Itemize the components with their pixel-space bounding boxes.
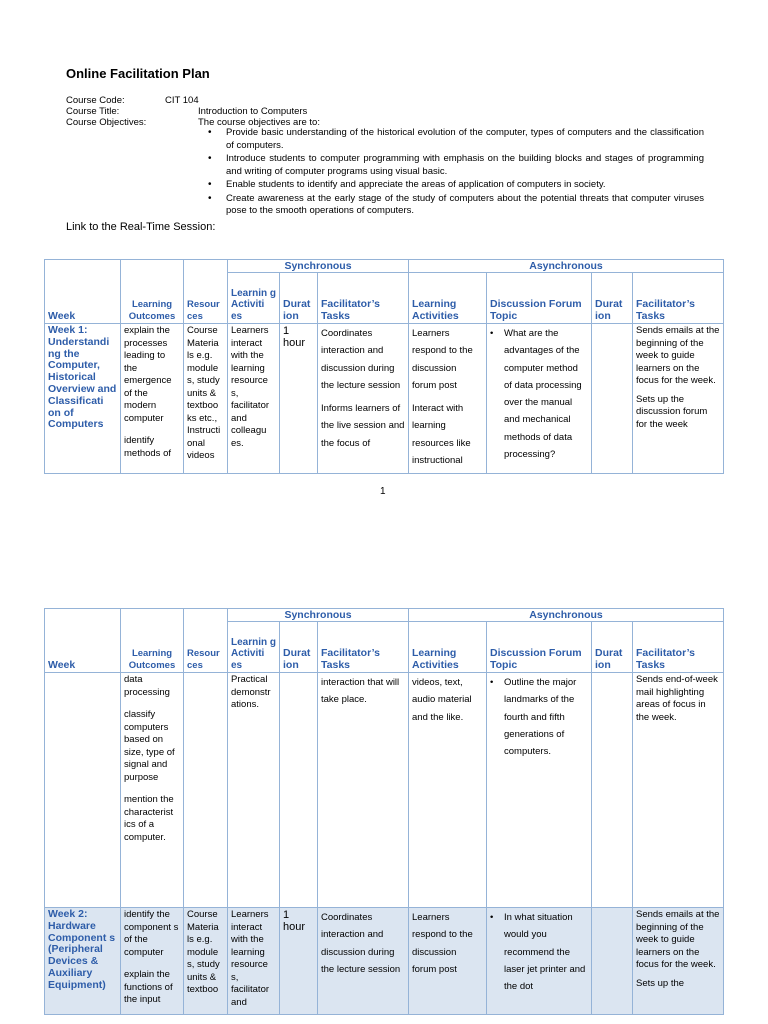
course-title-value: Introduction to Computers	[198, 106, 308, 117]
resources-cell	[184, 673, 228, 908]
async-duration-cell	[592, 324, 633, 474]
facilitation-table-page-1	[44, 259, 724, 474]
course-title-label: Course Title:	[66, 106, 120, 117]
discussion-topic-text: • Outline the major landmarks of the fourth and fifth generations of computers.	[490, 674, 588, 760]
outcomes-cell	[121, 324, 184, 474]
outcome-text: identify methods of	[124, 435, 171, 459]
header-learning-activities: Learnin g Activiti es	[228, 273, 280, 324]
header-duration: Durat ion	[280, 622, 318, 673]
discussion-topic-text: • What are the advantages of the computer method of data processing over the manual and mechanical methods of data processing?	[490, 325, 588, 463]
facilitator-tasks-cell	[318, 324, 409, 474]
facilitation-table-page-2	[44, 608, 724, 1015]
async-duration-cell	[592, 673, 633, 908]
duration-cell: 1 hour	[280, 908, 318, 1015]
activity-text: Learners respond to the discussion forum post	[412, 328, 473, 391]
header-discussion-topic: Discussion Forum Topic	[487, 622, 592, 673]
header-synchronous: Synchronous	[228, 260, 409, 273]
real-time-session-link-label: Link to the Real-Time Session:	[66, 221, 216, 233]
header-week: Week	[45, 260, 121, 324]
document-title: Online Facilitation Plan	[66, 66, 210, 81]
outcome-text: data processing	[124, 674, 170, 698]
header-asynchronous: Asynchronous	[409, 260, 724, 273]
header-async-duration: Durat ion	[592, 622, 633, 673]
task-text: interaction that will take place.	[321, 677, 400, 706]
async-activities-cell	[409, 908, 487, 1015]
async-activities-cell	[409, 673, 487, 908]
week-cell: Week 1: Understandi ng the Computer, Historical Overview and Classificati on of Computers	[45, 324, 121, 474]
objectives-intro: The course objectives are to:	[198, 117, 320, 128]
async-facilitator-tasks-cell	[633, 673, 724, 908]
activity-text: videos, text, audio material and the like.	[412, 677, 472, 723]
header-learning-outcomes: Learning Outcomes	[121, 260, 184, 324]
task-text: Informs learners of the live session and the focus of	[321, 403, 405, 449]
header-week: Week	[45, 609, 121, 673]
header-discussion-topic: Discussion Forum Topic	[487, 273, 592, 324]
objective-item: • Provide basic understanding of the historical evolution of the computer, types of computers and the classification of computers.	[208, 127, 704, 152]
table-row	[45, 908, 724, 1015]
outcome-text: explain the processes leading to the emergence of the modern computer	[124, 325, 172, 424]
page-number: 1	[380, 486, 386, 497]
course-objectives-label: Course Objectives:	[66, 117, 147, 128]
table-row	[45, 673, 724, 908]
task-text: Coordinates interaction and discussion during the lecture session	[321, 912, 401, 975]
table-row	[45, 324, 724, 474]
activity-text: Interact with learning resources like instructional	[412, 403, 471, 467]
header-learning-outcomes: Learning Outcomes	[121, 609, 184, 673]
facilitator-tasks-cell	[318, 673, 409, 908]
async-facilitator-tasks-cell	[633, 908, 724, 1015]
outcomes-cell	[121, 673, 184, 908]
outcome-text: identify the component s of the computer	[124, 909, 179, 958]
header-asynchronous: Asynchronous	[409, 609, 724, 622]
objective-item: • Enable students to identify and appreciate the areas of application of computers in society.	[208, 179, 704, 192]
course-code-value: CIT 104	[165, 95, 199, 106]
discussion-topic-cell	[487, 908, 592, 1015]
header-async-duration: Durat ion	[592, 273, 633, 324]
header-duration: Durat ion	[280, 273, 318, 324]
discussion-topic-cell	[487, 324, 592, 474]
task-text: Sends emails at the beginning of the week to guide learners on the focus for the week.	[636, 909, 720, 970]
task-text: Sends end-of-week mail highlighting areas of focus in the week.	[636, 674, 718, 723]
task-text: Sets up the discussion forum for the week	[636, 393, 708, 430]
header-facilitator-tasks: Facilitator’s Tasks	[318, 622, 409, 673]
week-cell	[45, 673, 121, 908]
objective-item: • Create awareness at the early stage of the study of computers about the potential threats that computer viruses pose to the smooth operations of computers.	[208, 193, 704, 218]
async-activities-cell	[409, 324, 487, 474]
outcome-text: mention the characterist ics of a computer.	[124, 794, 174, 843]
outcome-text: explain the functions of the input	[124, 969, 173, 1005]
header-synchronous: Synchronous	[228, 609, 409, 622]
facilitator-tasks-cell	[318, 908, 409, 1015]
header-async-learning-activities: Learning Activities	[409, 273, 487, 324]
header-facilitator-tasks: Facilitator’s Tasks	[318, 273, 409, 324]
course-code-label: Course Code:	[66, 95, 125, 106]
header-learning-activities: Learnin g Activiti es	[228, 622, 280, 673]
resources-cell: Course Materia ls e.g. module s, study units & textboo	[184, 908, 228, 1015]
outcome-text: classify computers based on size, type of signal and purpose	[124, 709, 175, 783]
task-text: Coordinates interaction and discussion during the lecture session	[321, 328, 401, 391]
header-resources: Resour ces	[184, 260, 228, 324]
header-async-learning-activities: Learning Activities	[409, 622, 487, 673]
duration-cell	[280, 673, 318, 908]
resources-cell: Course Materia ls e.g. module s, study units & textboo ks etc., Instructi onal videos	[184, 324, 228, 474]
activity-text: Learners respond to the discussion forum post	[412, 912, 473, 975]
header-async-facilitator-tasks: Facilitator’s Tasks	[633, 622, 724, 673]
header-async-facilitator-tasks: Facilitator’s Tasks	[633, 273, 724, 324]
async-duration-cell	[592, 908, 633, 1015]
outcomes-cell	[121, 908, 184, 1015]
task-text: Sets up the	[636, 977, 685, 989]
objectives-list	[208, 127, 704, 219]
activities-cell: Learners interact with the learning resource s, facilitator and	[228, 908, 280, 1015]
discussion-topic-cell	[487, 673, 592, 908]
activities-cell: Practical demonstr ations.	[228, 673, 280, 908]
week-cell: Week 2: Hardware Component s (Peripheral Devices & Auxiliary Equipment)	[45, 908, 121, 1015]
activities-cell: Learners interact with the learning resource s, facilitator and colleagu es.	[228, 324, 280, 474]
objective-item: • Introduce students to computer programming with emphasis on the building blocks and stages of programming and writing of computer programs using visual basic.	[208, 153, 704, 178]
discussion-topic-text: • In what situation would you recommend the laser jet printer and the dot	[490, 909, 588, 995]
header-resources: Resour ces	[184, 609, 228, 673]
duration-cell: 1 hour	[280, 324, 318, 474]
async-facilitator-tasks-cell	[633, 324, 724, 474]
task-text: Sends emails at the beginning of the week to guide learners on the focus for the week.	[636, 325, 720, 386]
